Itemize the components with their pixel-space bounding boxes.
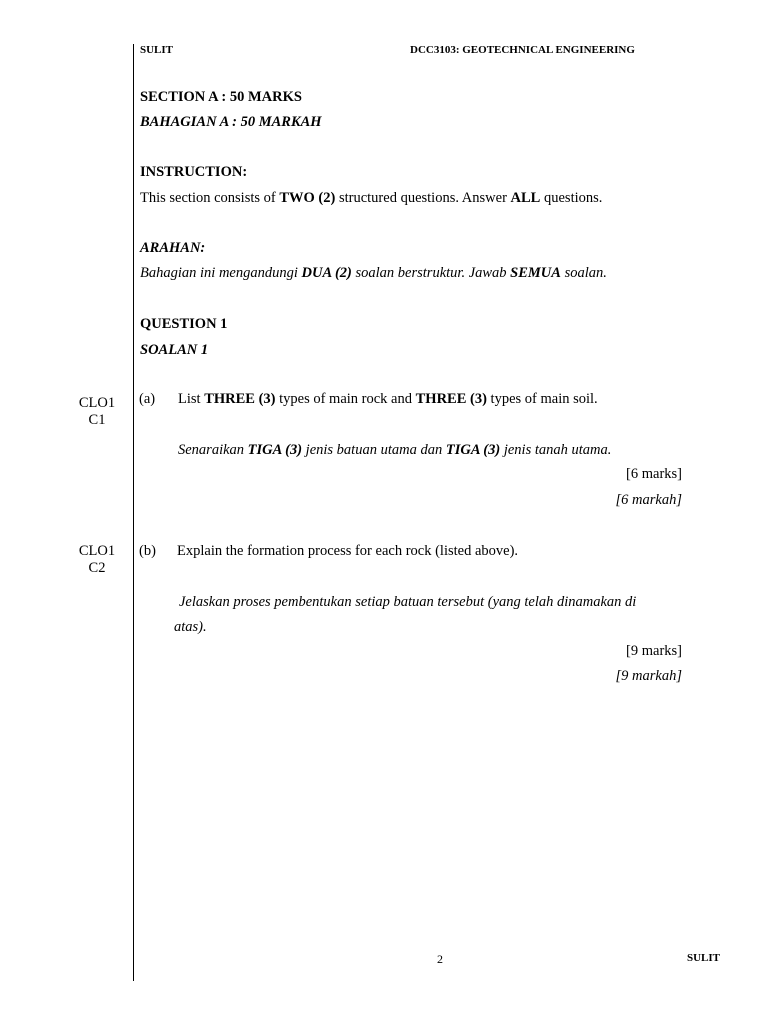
part-a-question: List THREE (3) types of main rock and THREE (3) types of main soil. [178,391,598,407]
arahan-text: Bahagian ini mengandungi DUA (2) soalan berstruktur. Jawab SEMUA soalan. [140,265,607,281]
header-course-title: DCC3103: GEOTECHNICAL ENGINEERING [410,44,635,56]
part-b-level: C2 [88,560,106,576]
instruction-heading: INSTRUCTION: [140,164,248,180]
arahan-heading: ARAHAN: [140,240,206,256]
section-title: SECTION A : 50 MARKS [140,89,302,105]
part-a-marks: [6 marks] [626,466,682,482]
question-title-malay: SOALAN 1 [140,342,209,358]
part-b-marks: [9 marks] [626,643,682,659]
part-a-clo: CLO1 [78,395,116,411]
instruction-text: This section consists of TWO (2) structured questions. Answer ALL questions. [140,190,603,206]
header-classification: SULIT [140,44,174,56]
part-b-question-malay-line-1: Jelaskan proses pembentukan setiap batuan tersebut (yang telah dinamakan di [179,594,637,610]
part-b-label: (b) [139,543,156,559]
part-b-markah: [9 markah] [615,668,682,684]
part-b-clo: CLO1 [78,543,116,559]
part-b-question-malay-line-2: atas). [174,619,207,635]
part-a-question-malay: Senaraikan TIGA (3) jenis batuan utama dan TIGA (3) jenis tanah utama. [178,442,612,458]
footer-classification: SULIT [686,952,720,964]
part-b-question: Explain the formation process for each rock (listed above). [177,543,519,559]
question-title: QUESTION 1 [140,316,228,332]
page-number: 2 [437,952,443,966]
margin-line [133,44,134,981]
section-title-malay: BAHAGIAN A : 50 MARKAH [140,114,322,130]
part-a-label: (a) [139,391,156,407]
part-a-level: C1 [88,412,106,428]
part-a-markah: [6 markah] [615,492,682,508]
